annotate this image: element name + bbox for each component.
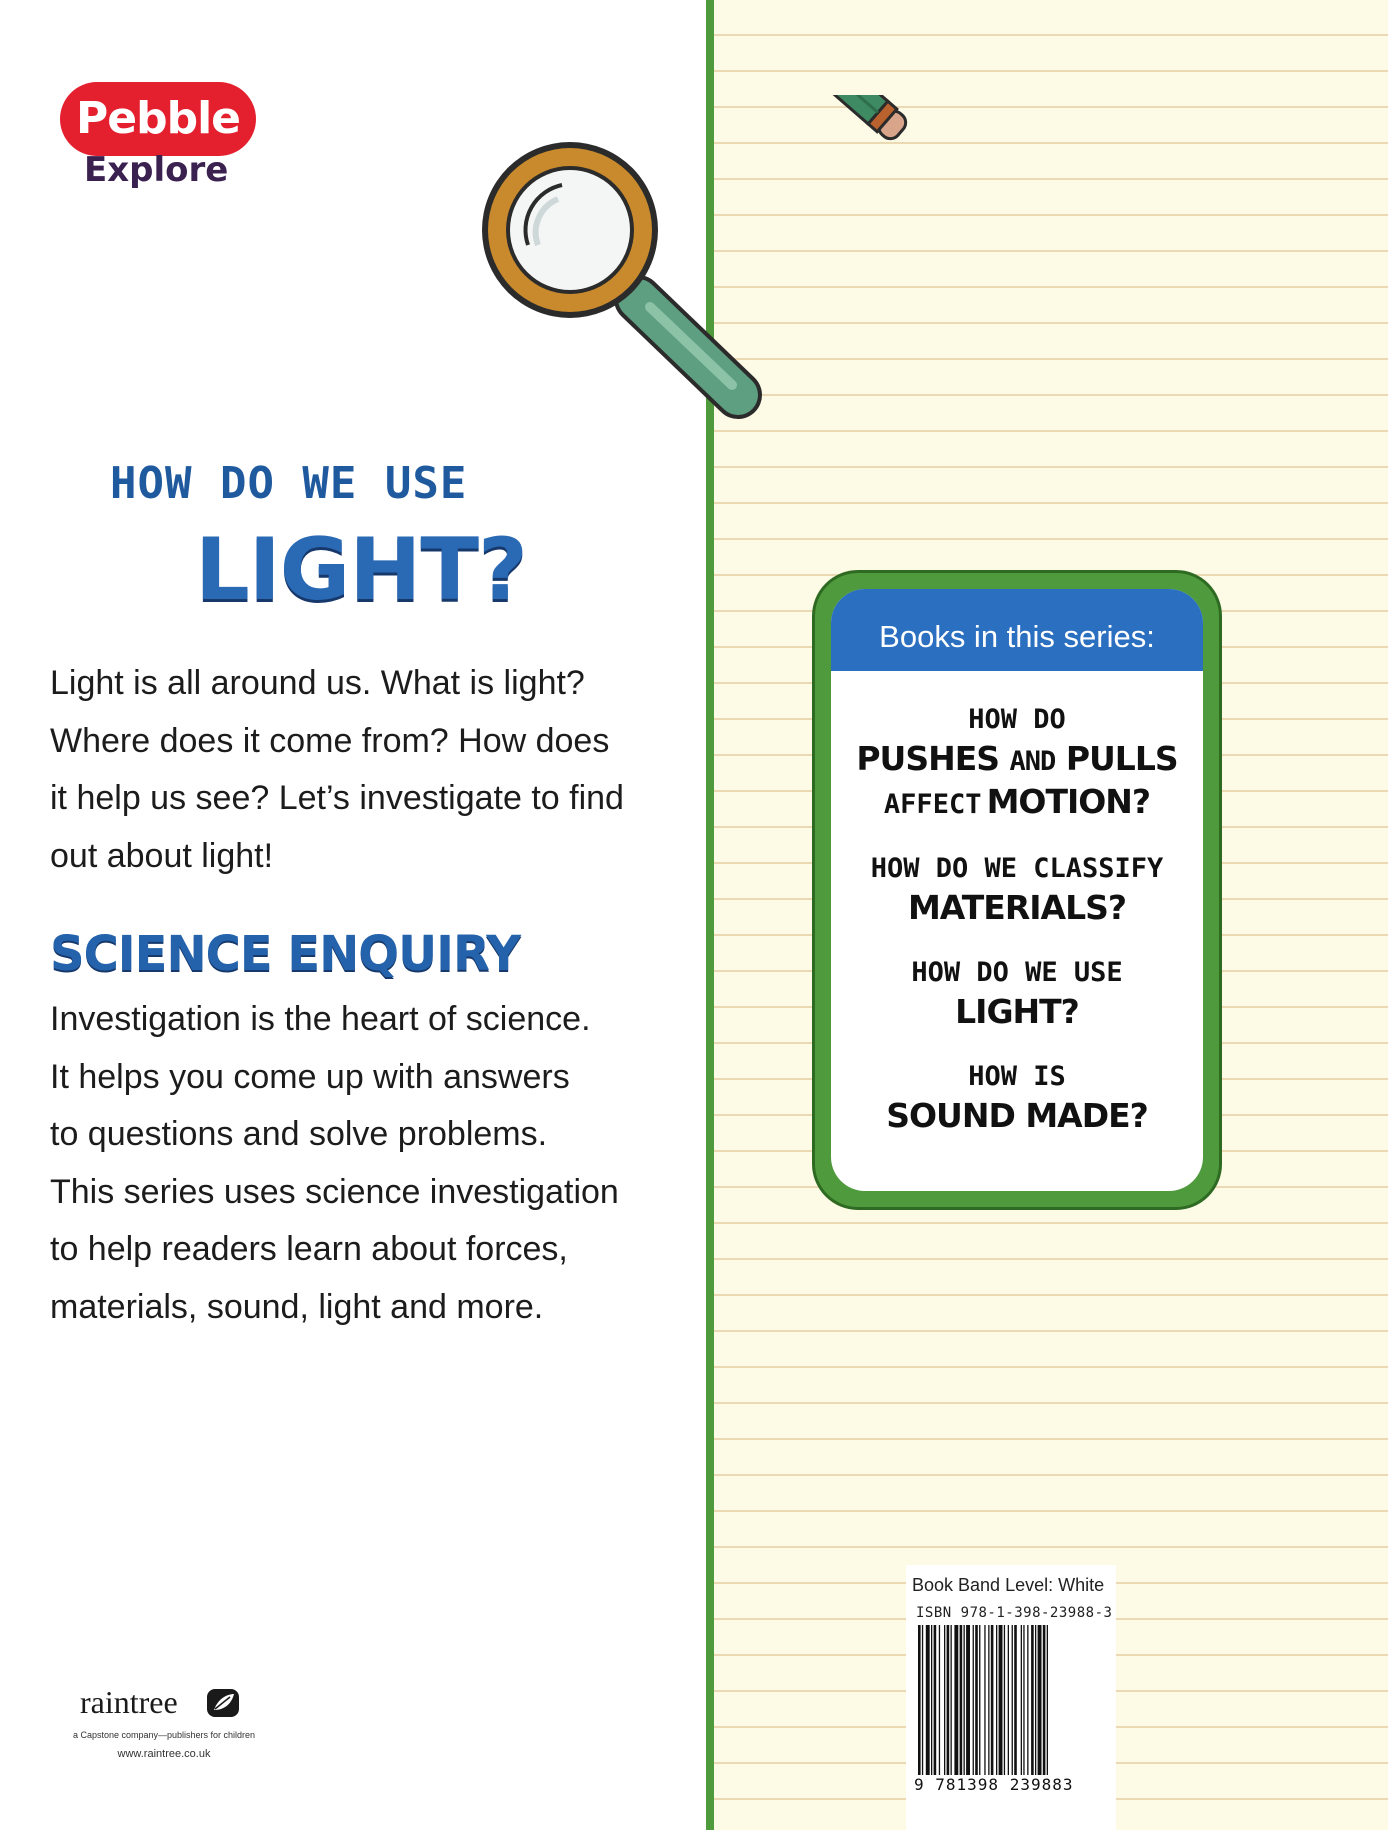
publisher-company: a Capstone company—publishers for children [72,1730,256,1740]
series-book-materials [831,850,1203,928]
book-line [831,739,1203,782]
book-word: PULLS [1065,739,1178,778]
book-line: LIGHT? [955,992,1079,1031]
intro-line: out about light! [50,836,274,875]
book-band-level: Book Band Level: White [912,1575,1105,1595]
publisher-url: www.raintree.co.uk [117,1748,211,1760]
title-big: LIGHT? [195,520,527,620]
series-header: Books in this series: [831,589,1203,671]
book-line: HOW DO WE CLASSIFY [870,853,1164,884]
barcode-icon [914,1625,1110,1775]
intro-line: it help us see? Let’s investigate to find [50,779,624,817]
enquiry-line: to help readers learn about forces, [50,1230,568,1268]
book-word: AFFECT [883,789,982,820]
leaf-icon [206,1688,240,1718]
series-list [831,701,1203,1162]
pencil-icon [725,95,911,144]
enquiry-heading: SCIENCE ENQUIRY [50,926,521,982]
book-line: SOUND MADE? [886,1096,1148,1135]
enquiry-line: Investigation is the heart of science. [50,1000,591,1038]
book-word: AND [1009,746,1056,777]
logo-brand: Pebble [60,82,256,156]
series-book-sound [831,1058,1203,1136]
publisher-name: raintree [80,1684,178,1720]
book-line [831,782,1203,824]
enquiry-line: to questions and solve problems. [50,1115,548,1153]
magnifying-glass-icon [482,142,738,395]
series-book-light [831,954,1203,1032]
book-line: HOW DO WE USE [911,957,1123,988]
book-line: HOW DO [968,704,1066,735]
intro-line: Light is all around us. What is light? [50,664,585,702]
pebble-explore-logo [60,82,260,202]
illustrations [470,95,990,495]
logo-sub: Explore [84,150,229,190]
series-inner [831,589,1203,1191]
enquiry-line: This series uses science investigation [50,1172,619,1211]
intro-paragraph [50,655,700,885]
barcode-digits: 9 781398 239883 [914,1775,1074,1794]
title-small: HOW DO WE USE [110,458,468,509]
enquiry-line: It helps you come up with answers [50,1057,570,1096]
series-book-pushes-pulls [831,701,1203,824]
enquiry-paragraph [50,991,700,1336]
book-line: MATERIALS? [907,888,1127,927]
book-word: MOTION? [986,782,1151,821]
series-box [812,570,1222,1210]
book-line: HOW IS [968,1061,1066,1092]
isbn-text: ISBN 978-1-398-23988-3 [916,1605,1113,1621]
enquiry-line: materials, sound, light and more. [50,1287,544,1326]
barcode-panel [906,1565,1116,1830]
book-word: PUSHES [856,739,1000,778]
intro-line: Where does it come from? How does [50,721,610,760]
